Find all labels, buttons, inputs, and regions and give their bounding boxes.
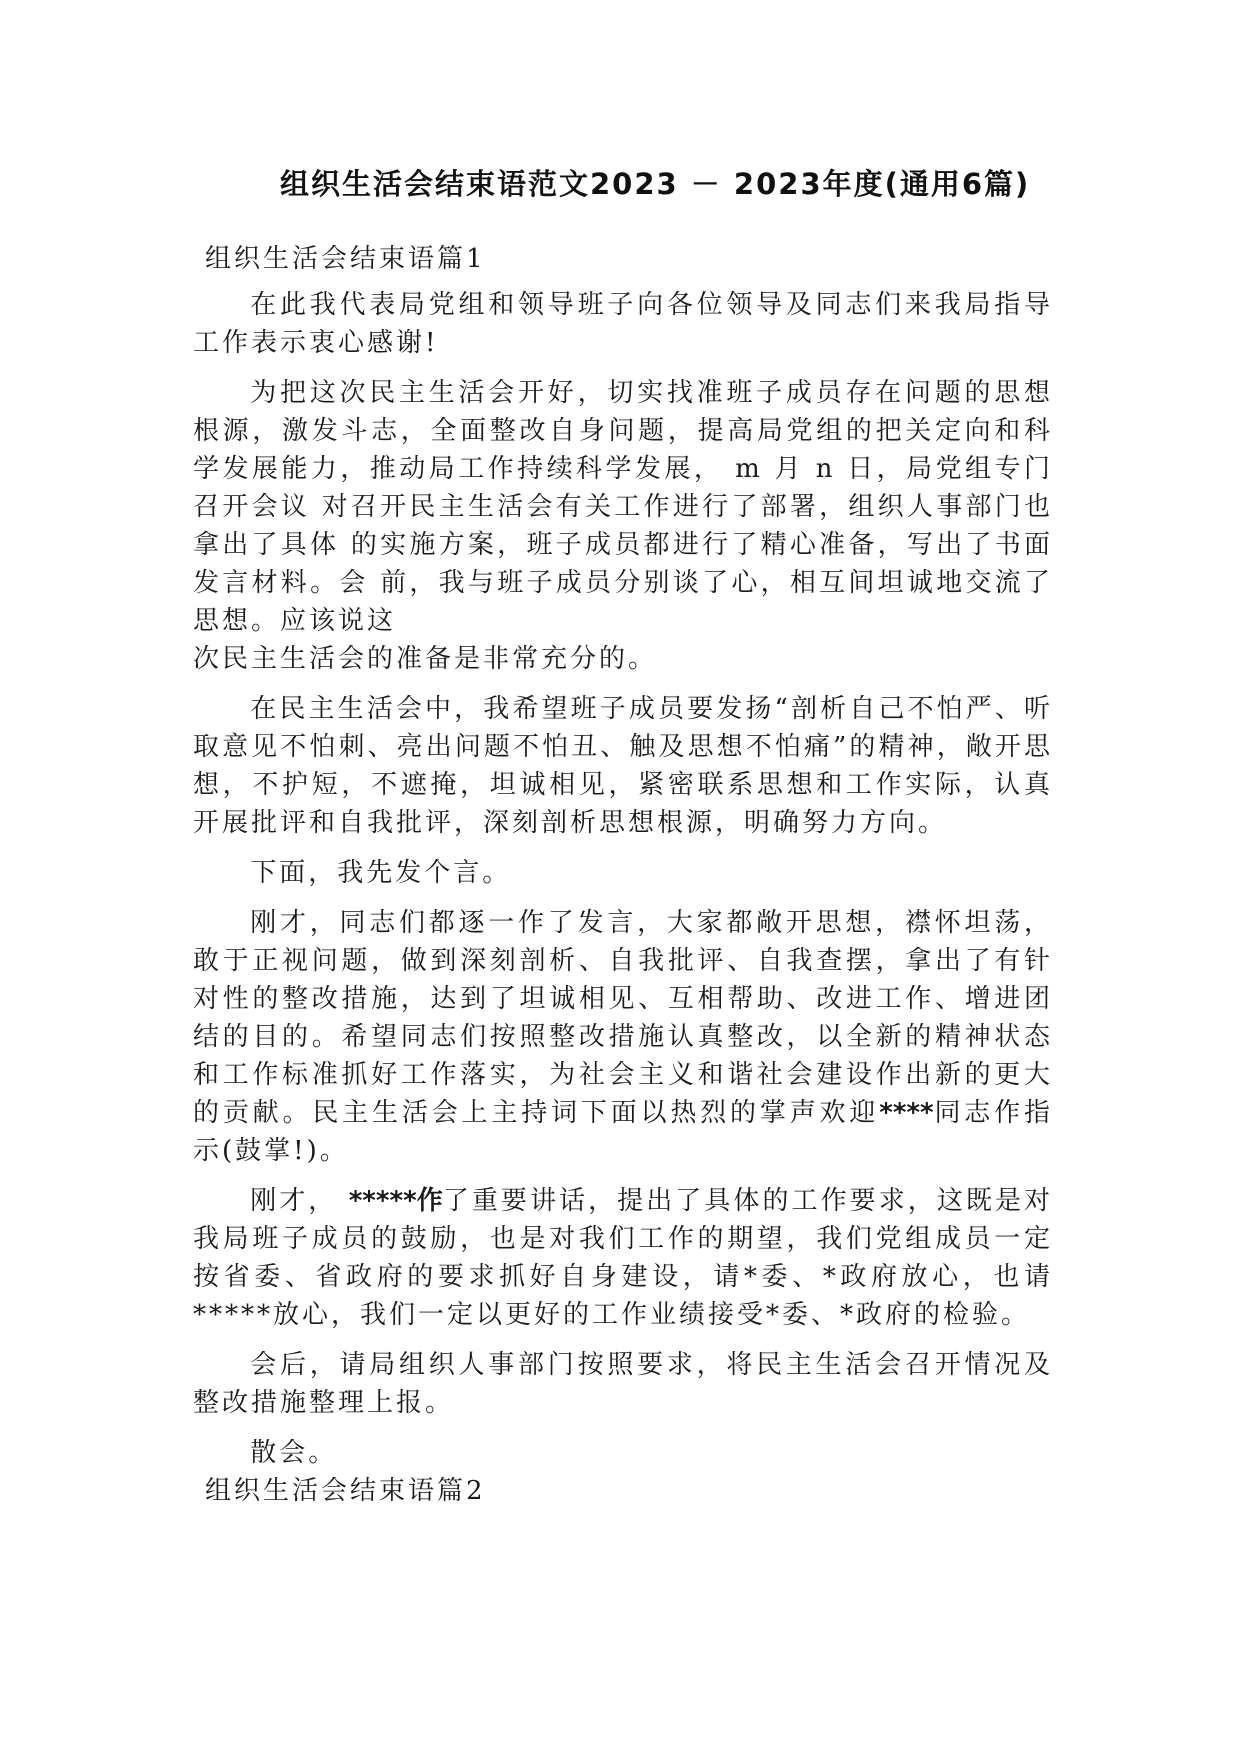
paragraph-response-start: 刚才， [250, 1186, 349, 1216]
paragraph-adjourn: 散会。 [250, 1438, 338, 1468]
paragraph-speech-intro: 下面，我先发个言。 [250, 858, 512, 888]
paragraph-response-text: 了重要讲话，提出了具体的工作要求，这既是对我局班子成员的鼓励，也是对我们工作的期望，我们党组成员一定按省委、省政府的要求抓好自身建设，请*委、*政府放心，也请*****放心，我们一定以更好的工作业绩接受*委、*政府的检验。 [193, 1186, 1054, 1330]
paragraph-preparation-end: 次民主生活会的准备是非常充分的。 [193, 644, 658, 674]
section-heading-2: 组织生活会结束语篇2 [205, 1476, 486, 1506]
document-title: 组织生活会结束语范文2023 － 2023年度(通用6篇) [280, 167, 1031, 201]
paragraph-preparation: 为把这次民主生活会开好，切实找准班子成员存在问题的思想根源，激发斗志，全面整改自身问题，提高局党组的把关定向和科学发展能力，推动局工作持续科学发展， m 月 n 日，局党组专门召开会议 对召开民主生活会有关工作进行了部署，组织人事部门也拿出了具体 的实施方案，班子成员都进行了精心准备，写出了书面发言材料。会 前，我与班子成员分别谈了心，相互间坦诚地交流了思想。应该说这 [193, 378, 1053, 636]
paragraph-response [193, 1182, 1053, 1334]
paragraph-summary-end: 同志作指示(鼓掌!)。 [193, 1098, 1053, 1166]
paragraph-summary [193, 904, 1053, 1170]
masked-name: **** [879, 1098, 934, 1128]
paragraph-thanks: 在此我代表局党组和领导班子向各位领导及同志们来我局指导工作表示衷心感谢! [193, 290, 1053, 358]
paragraph-expectations: 在民主生活会中，我希望班子成员要发扬“剖析自己不怕严、听取意见不怕刺、亮出问题不怕丑、触及思想不怕痛”的精神，敞开思想，不护短，不遮掩，坦诚相见，紧密联系思想和工作实际，认真开展批评和自我批评，深刻剖析思想根源，明确努力方向。 [193, 694, 1053, 838]
document-body [193, 240, 1053, 1518]
paragraph-summary-text: 刚才，同志们都逐一作了发言，大家都敞开思想，襟怀坦荡，敢于正视问题，做到深刻剖析、自我批评、自我查摆，拿出了有针对性的整改措施，达到了坦诚相见、互相帮助、改进工作、增进团结的目的。希望同志们按照整改措施认真整改，以全新的精神状态和工作标准抓好工作落实，为社会主义和谐社会建设作出新的更大的贡献。民主生活会上主持词下面以热烈的掌声欢迎 [193, 908, 1053, 1128]
paragraph-followup: 会后，请局组织人事部门按照要求，将民主生活会召开情况及整改措施整理上报。 [193, 1350, 1053, 1418]
masked-speaker: *****作 [348, 1186, 443, 1216]
section-heading-1: 组织生活会结束语篇1 [205, 244, 486, 274]
